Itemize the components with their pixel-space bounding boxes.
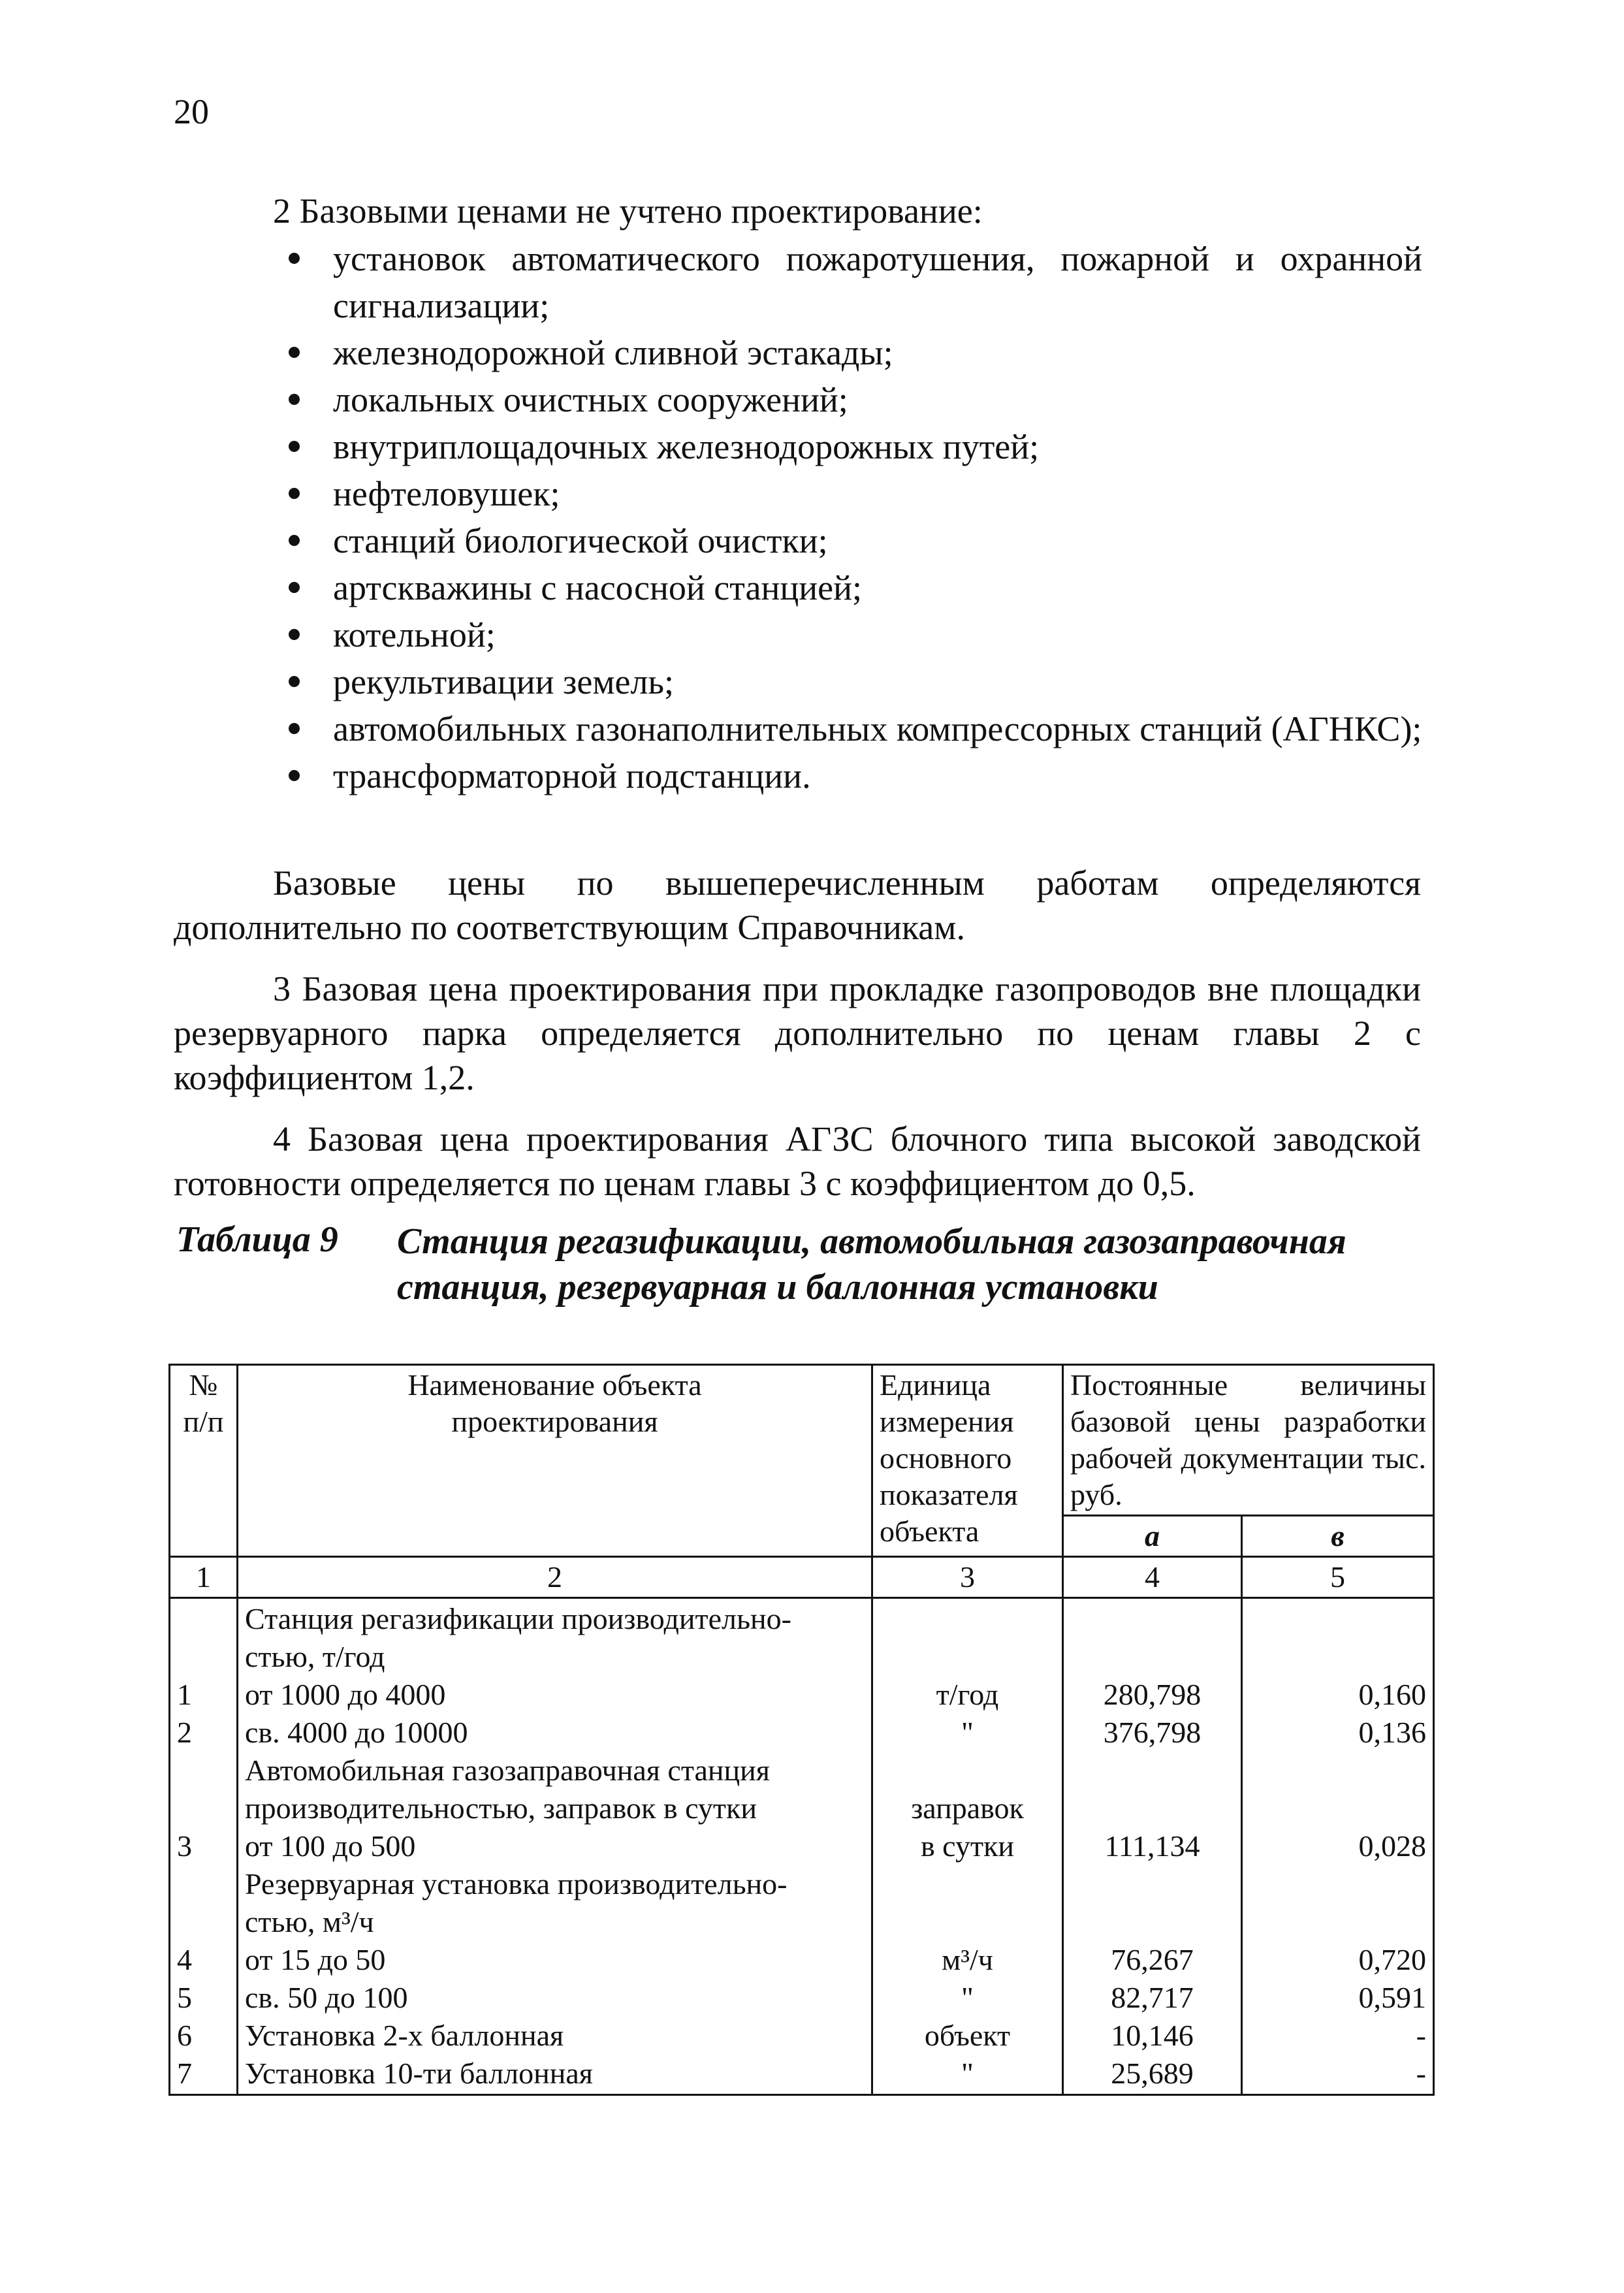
- list-item: нефтеловушек;: [273, 470, 1422, 517]
- row-a: 376,798: [1103, 1716, 1202, 1749]
- row-unit: [880, 1638, 1055, 1676]
- row-a: [1070, 1865, 1234, 1903]
- row-unit: [880, 1600, 1055, 1638]
- row-unit: ": [961, 1981, 974, 2014]
- row-name: от 1000 до 4000: [245, 1678, 446, 1711]
- row-num: 5: [177, 1981, 192, 2014]
- row-b: 0,160: [1358, 1678, 1426, 1711]
- row-unit: м³/ч: [942, 1943, 993, 1976]
- row-name: производительностью, заправок в сутки: [245, 1791, 757, 1825]
- row-a: 25,689: [1111, 2057, 1194, 2090]
- row-num: 4: [177, 1943, 192, 1976]
- row-unit: в сутки: [920, 1829, 1015, 1863]
- row-name: стью, м³/ч: [245, 1905, 374, 1938]
- row-b: -: [1416, 2019, 1426, 2052]
- list-item: железнодорожной сливной эстакады;: [273, 329, 1422, 376]
- name-column: [238, 1598, 872, 2095]
- row-name: Резервуарная установка производительно-: [245, 1867, 788, 1900]
- list-item: трансформаторной подстанции.: [273, 752, 1422, 799]
- list-item: внутриплощадочных железнодорожных путей;: [273, 423, 1422, 470]
- row-name: св. 50 до 100: [245, 1981, 408, 2014]
- section-2-note: Базовые цены по вышеперечисленным работам определяются дополнительно по соответствующим Справочникам.: [174, 863, 1421, 947]
- row-a: [1070, 1600, 1234, 1638]
- row-unit: [880, 1865, 1055, 1903]
- a-column: [1063, 1598, 1242, 2095]
- section-2-lead: 2 Базовыми ценами не учтено проектирование:: [273, 191, 983, 231]
- row-a: [1070, 1903, 1234, 1941]
- row-b: [1249, 1638, 1426, 1676]
- row-num: [177, 1638, 230, 1676]
- row-name: от 15 до 50: [245, 1943, 386, 1976]
- column-number-2: 2: [238, 1557, 872, 1598]
- header-unit: Единица измерения основного показателя объекта: [872, 1365, 1063, 1557]
- row-a: [1070, 1789, 1234, 1827]
- table-label: Таблица 9: [176, 1219, 338, 1260]
- row-name: стью, т/год: [245, 1640, 385, 1673]
- row-name: Автомобильная газозаправочная станция: [245, 1754, 770, 1787]
- list-item: артскважины с насосной станцией;: [273, 564, 1422, 611]
- header-num: № п/п: [170, 1365, 238, 1557]
- row-num: 3: [177, 1829, 192, 1863]
- paragraph-3: 3 Базовая цена проектирования при прокладке газопроводов вне площадки резервуарного парка определяется дополнительно по ценам главы 2 с коэффициентом 1,2.: [174, 969, 1421, 1097]
- b-column: [1242, 1598, 1434, 2095]
- row-b: 0,028: [1358, 1829, 1426, 1863]
- list-item: локальных очистных сооружений;: [273, 376, 1422, 423]
- row-num: [177, 1903, 230, 1941]
- row-num: [177, 1600, 230, 1638]
- row-b: [1249, 1903, 1426, 1941]
- row-unit: объект: [924, 2019, 1011, 2052]
- row-a: 10,146: [1111, 2019, 1194, 2052]
- row-b: 0,136: [1358, 1716, 1426, 1749]
- unit-column: [872, 1598, 1063, 2095]
- row-b: [1249, 1752, 1426, 1789]
- row-a: 76,267: [1111, 1943, 1194, 1976]
- row-a: 111,134: [1104, 1829, 1200, 1863]
- exclusions-list: [273, 235, 1422, 799]
- row-unit: [880, 1752, 1055, 1789]
- header-constants: Постоянные величины базовой цены разработки рабочей документации тыс. руб.: [1063, 1365, 1434, 1516]
- row-name: св. 4000 до 10000: [245, 1716, 468, 1749]
- num-column: [170, 1598, 238, 2095]
- row-num: [177, 1789, 230, 1827]
- row-num: 1: [177, 1678, 192, 1711]
- row-a: [1070, 1638, 1234, 1676]
- column-number-1: 1: [170, 1557, 238, 1598]
- row-b: [1249, 1600, 1426, 1638]
- row-name: от 100 до 500: [245, 1829, 416, 1863]
- row-num: 7: [177, 2057, 192, 2090]
- row-num: 6: [177, 2019, 192, 2052]
- header-name: Наименование объекта проектирования: [238, 1365, 872, 1557]
- row-a: 280,798: [1103, 1678, 1202, 1711]
- list-item: котельной;: [273, 611, 1422, 658]
- list-item: автомобильных газонаполнительных компрессорных станций (АГНКС);: [273, 705, 1422, 752]
- table-title: Станция регазификации, автомобильная газозаправочная станция, резервуарная и баллонная установки: [397, 1221, 1346, 1307]
- row-a: 82,717: [1111, 1981, 1194, 2014]
- row-num: [177, 1865, 230, 1903]
- row-unit: т/год: [936, 1678, 999, 1711]
- header-a: а: [1063, 1516, 1242, 1557]
- row-unit: ": [961, 2057, 974, 2090]
- row-unit: заправок: [911, 1791, 1024, 1825]
- row-name: Установка 2-х баллонная: [245, 2019, 564, 2052]
- column-number-5: 5: [1242, 1557, 1434, 1598]
- row-b: [1249, 1865, 1426, 1903]
- list-item: станций биологической очистки;: [273, 517, 1422, 564]
- list-item: рекультивации земель;: [273, 658, 1422, 705]
- paragraph-4: 4 Базовая цена проектирования АГЗС блочного типа высокой заводской готовности определяется по ценам главы 3 с коэффициентом до 0,5.: [174, 1119, 1421, 1203]
- page-number: 20: [174, 92, 209, 131]
- row-a: [1070, 1752, 1234, 1789]
- row-num: 2: [177, 1716, 192, 1749]
- row-b: -: [1416, 2057, 1426, 2090]
- list-item: установок автоматического пожаротушения, пожарной и охранной сигнализации;: [273, 235, 1422, 329]
- row-unit: [880, 1903, 1055, 1941]
- row-num: [177, 1752, 230, 1789]
- column-number-3: 3: [872, 1557, 1063, 1598]
- column-number-4: 4: [1063, 1557, 1242, 1598]
- row-b: 0,720: [1358, 1943, 1426, 1976]
- row-unit: ": [961, 1716, 974, 1749]
- row-b: 0,591: [1358, 1981, 1426, 2014]
- header-b: в: [1242, 1516, 1434, 1557]
- price-table: [168, 1364, 1435, 2096]
- row-name: Установка 10-ти баллонная: [245, 2057, 593, 2090]
- row-name: Станция регазификации производительно-: [245, 1602, 791, 1635]
- row-b: [1249, 1789, 1426, 1827]
